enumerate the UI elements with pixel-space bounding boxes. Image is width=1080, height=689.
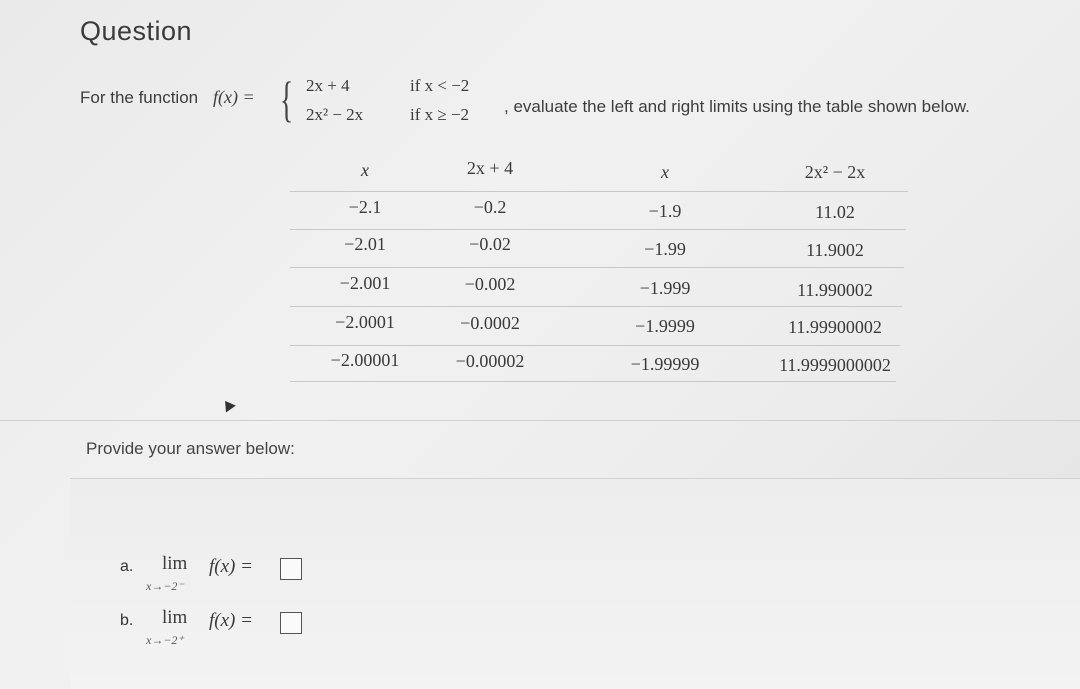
table-cell: −0.2 <box>473 197 507 217</box>
answer-a-letter: a. <box>120 558 134 575</box>
table-header: x <box>661 162 669 182</box>
section-divider <box>0 420 1080 421</box>
table-rule <box>290 306 902 307</box>
answer-panel <box>70 478 1080 689</box>
table-header: 2x² − 2x <box>804 162 866 182</box>
table-cell: −1.99 <box>644 239 686 259</box>
function-name: f(x) = <box>213 87 255 107</box>
table-cell: −0.002 <box>464 274 516 294</box>
table-cell: −1.999 <box>639 278 691 298</box>
answer-a-subscript: x→−2⁻ <box>146 579 184 593</box>
table-cell: −2.0001 <box>335 312 395 332</box>
answer-b-expression: f(x) = <box>209 610 253 631</box>
case1-condition: if x < −2 <box>410 76 470 95</box>
table-cell: 11.9999000002 <box>779 355 891 375</box>
case2-condition: if x ≥ −2 <box>410 105 470 124</box>
table-cell: −0.0002 <box>460 313 520 333</box>
table-cell: −2.00001 <box>330 350 400 370</box>
table-rule <box>290 267 904 268</box>
case2-expression: 2x² − 2x <box>306 105 364 124</box>
table-cell: −2.01 <box>344 234 386 254</box>
table-header: 2x + 4 <box>466 158 514 178</box>
answer-a-lim: lim <box>162 553 188 574</box>
table-rule <box>290 345 900 346</box>
table-cell: −0.02 <box>469 234 511 254</box>
answer-a-expression: f(x) = <box>209 556 253 577</box>
answer-b-subscript: x→−2⁺ <box>146 633 184 647</box>
table-cell: 11.99900002 <box>788 317 882 337</box>
table-cell: −1.9 <box>648 201 682 221</box>
answer-b-lim: lim <box>162 607 188 628</box>
limit-table <box>290 150 910 385</box>
table-cell: 11.02 <box>815 202 855 222</box>
table-cell: −1.99999 <box>630 354 700 374</box>
table-rule <box>290 191 908 192</box>
table-cell: −0.00002 <box>455 351 525 371</box>
piecewise-brace: { <box>280 71 294 127</box>
table-cell: 11.990002 <box>797 280 873 300</box>
table-cell: −2.001 <box>339 273 391 293</box>
table-cell: 11.9002 <box>806 240 864 260</box>
table-cell: −1.9999 <box>635 316 695 336</box>
answer-a-input[interactable] <box>280 558 302 580</box>
answer-b-input[interactable] <box>280 612 302 634</box>
question-prompt <box>80 71 1040 134</box>
prompt-lead: For the function <box>80 88 199 107</box>
answer-b-letter: b. <box>120 612 134 629</box>
prompt-tail: , evaluate the left and right limits using the table shown below. <box>504 97 970 116</box>
mouse-cursor-icon <box>220 397 236 412</box>
table-rule <box>290 381 896 382</box>
case1-expression: 2x + 4 <box>306 76 350 95</box>
table-header: x <box>361 160 369 180</box>
table-cell: −2.1 <box>348 197 382 217</box>
question-title: Question <box>80 16 193 46</box>
table-rule <box>290 229 906 230</box>
answer-heading: Provide your answer below: <box>86 439 295 458</box>
